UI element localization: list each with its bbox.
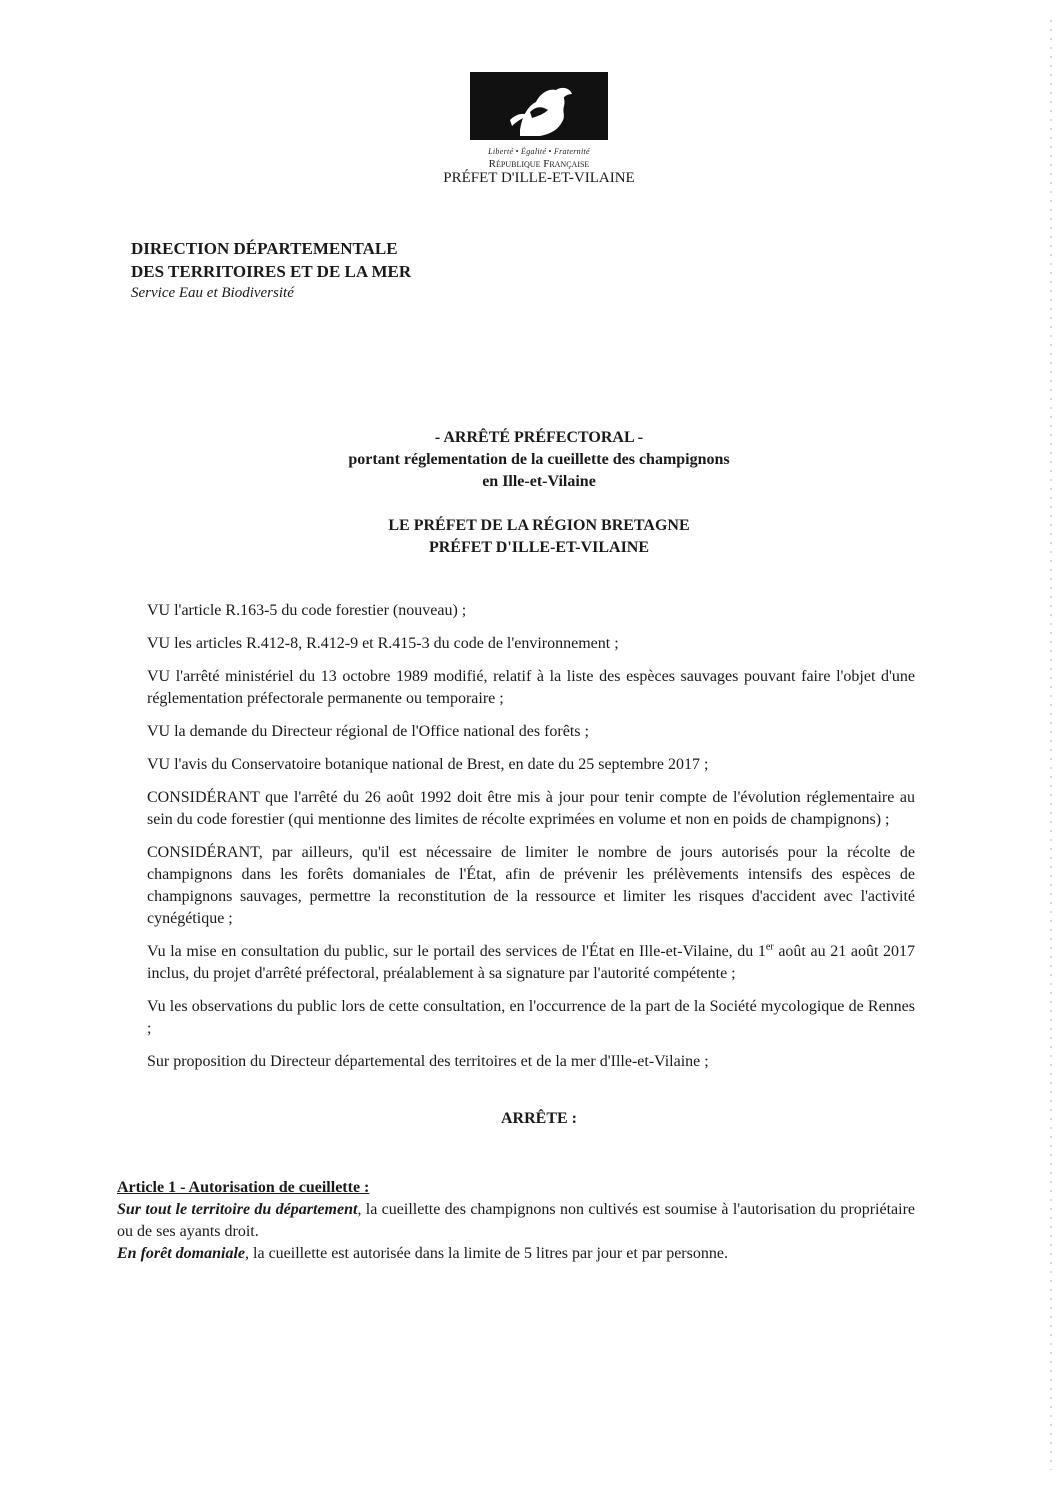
visa-paragraph: VU les articles R.412-8, R.412-9 et R.415-3 du code de l'environnement ; [147,635,619,652]
consultation-text-start: Vu la mise en consultation du public, sur le portail des services de l'État en Ille-et-Vilaine, du 1 [147,943,766,960]
republic-motto: Liberté • Égalité • Fraternité [488,147,590,156]
visa-paragraph: VU l'article R.163-5 du code forestier (nouveau) ; [147,602,467,619]
service-name: Service Eau et Biodiversité [131,285,294,301]
article-1-emphasis-territory: Sur tout le territoire du département [117,1201,358,1218]
arrete-heading: ARRÊTE : [500,1110,577,1127]
title-line-3: en Ille-et-Vilaine [482,473,596,490]
direction-line-1: DIRECTION DÉPARTEMENTALE [131,239,398,258]
considerant-paragraph: CONSIDÉRANT, par ailleurs, qu'il est nécessaire de limiter le nombre de jours autorisés pour la récolte de champignons dans les forêts domaniales de l'État, afin de prévenir les prélèvements intensifs des espèces de champignons sauvages, permettre la reconstitution de la ressource et limiter les risques d'accident avec l'activité cynégétique ; [147,844,915,927]
marianne-logo [470,72,608,140]
decree-title [0,427,1058,559]
visa-paragraph: VU l'avis du Conservatoire botanique national de Brest, en date du 25 septembre 2017 ; [147,756,709,773]
proposition-paragraph: Sur proposition du Directeur départemental des territoires et de la mer d'Ille-et-Vilaine ; [147,1053,709,1070]
visa-paragraph: Vu les observations du public lors de cette consultation, en l'occurrence de la part de la Société mycologique de Rennes ; [147,998,915,1037]
issuing-direction [131,237,411,303]
article-1-text-2: , la cueillette est autorisée dans la limite de 5 litres par jour et par personne. [245,1245,728,1262]
republique-francaise-label: République Française [488,158,590,170]
considerant-paragraph: CONSIDÉRANT que l'arrêté du 26 août 1992 doit être mis à jour pour tenir compte de l'évolution réglementaire au sein du code forestier (qui mentionne des limites de récolte exprimées en volume et non en poids de champignons) ; [147,789,915,828]
scan-edge-marks [1050,20,1052,1470]
title-line-2: portant réglementation de la cueillette des champignons [348,451,730,468]
marianne-logo-block [0,72,1058,170]
title-line-4: LE PRÉFET DE LA RÉGION BRETAGNE [388,517,690,534]
article-1-paragraph-1 [117,1199,915,1243]
article-1-paragraph-2 [117,1243,915,1265]
article-1 [117,1177,915,1265]
visa-paragraph: VU la demande du Directeur régional de l'Office national des forêts ; [147,723,589,740]
title-line-5: PRÉFET D'ILLE-ET-VILAINE [428,539,650,556]
visas-section [147,600,915,1084]
consultation-paragraph [147,941,915,985]
article-1-text-1: , la cueillette des champignons non cultivés est soumise à l'autorisation du propriétaire ou de ses ayants droit. [117,1201,916,1240]
visa-paragraph: VU l'arrêté ministériel du 13 octobre 1989 modifié, relatif à la liste des espèces sauvages pouvant faire l'objet d'une réglementation préfectorale permanente ou temporaire ; [147,668,915,707]
title-line-1: - ARRÊTÉ PRÉFECTORAL - [434,429,644,446]
consultation-text-end: août au 21 août 2017 inclus, du projet d'arrêté préfectoral, préalablement à sa signature par l'autorité compétente ; [147,943,916,982]
article-1-heading: Article 1 - Autorisation de cueillette : [117,1179,370,1196]
ordinal-superscript: er [765,941,774,953]
prefet-header: PRÉFET D'ILLE-ET-VILAINE [443,170,635,186]
article-1-emphasis-forest: En forêt domaniale [117,1245,246,1262]
direction-line-2: DES TERRITOIRES ET DE LA MER [131,262,412,281]
